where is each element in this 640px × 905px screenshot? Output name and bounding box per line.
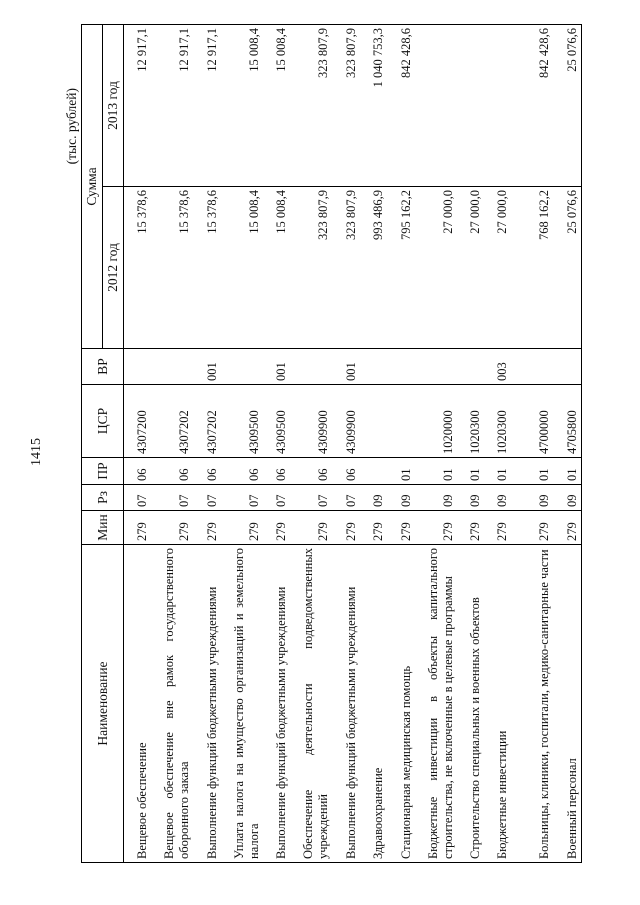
cell-vr: 001 — [332, 349, 360, 385]
cell-min: 279 — [387, 511, 415, 545]
cell-pr: 06 — [332, 458, 360, 485]
cell-name: Здравоохранение — [360, 545, 387, 863]
table-row — [221, 24, 263, 862]
cell-y2012: 27 000,0 — [457, 187, 484, 349]
cell-rz: 09 — [457, 485, 484, 511]
cell-csr: 4307202 — [193, 385, 221, 458]
cell-vr — [124, 349, 151, 385]
cell-vr — [221, 349, 263, 385]
cell-pr: 06 — [124, 458, 151, 485]
cell-rz: 07 — [193, 485, 221, 511]
cell-y2012: 15 378,6 — [151, 187, 193, 349]
table-row — [290, 24, 332, 862]
cell-y2012: 27 000,0 — [484, 187, 511, 349]
budget-table — [81, 24, 582, 863]
cell-y2012: 27 000,0 — [415, 187, 457, 349]
cell-csr: 4705800 — [553, 385, 582, 458]
table-row — [511, 24, 553, 862]
table-row — [387, 24, 415, 862]
cell-y2012: 25 076,6 — [553, 187, 582, 349]
cell-csr: 4700000 — [511, 385, 553, 458]
cell-rz: 07 — [221, 485, 263, 511]
cell-csr — [360, 385, 387, 458]
header-name: Наименование — [82, 545, 124, 863]
cell-csr: 1020000 — [415, 385, 457, 458]
cell-name: Бюджетные инвестиции — [484, 545, 511, 863]
table-row — [332, 24, 360, 862]
header-rz: Рз — [82, 485, 124, 511]
cell-y2013: 12 917,1 — [124, 24, 151, 186]
cell-y2012: 795 162,2 — [387, 187, 415, 349]
cell-csr: 4309500 — [263, 385, 290, 458]
header-year-2013: 2013 год — [103, 24, 124, 186]
cell-y2012: 768 162,2 — [511, 187, 553, 349]
cell-csr: 4307202 — [151, 385, 193, 458]
cell-min: 279 — [484, 511, 511, 545]
cell-pr: 06 — [151, 458, 193, 485]
cell-pr: 01 — [553, 458, 582, 485]
cell-pr: 01 — [484, 458, 511, 485]
cell-name: Выполнение функций бюджетными учреждениями — [193, 545, 221, 863]
cell-pr: 01 — [457, 458, 484, 485]
cell-pr: 01 — [387, 458, 415, 485]
cell-min: 279 — [511, 511, 553, 545]
header-min: Мин — [82, 511, 124, 545]
cell-y2012: 15 008,4 — [263, 187, 290, 349]
cell-name: Бюджетные инвестиции в объекты капитального строительства, не включенные в целевые программы — [415, 545, 457, 863]
cell-pr: 06 — [263, 458, 290, 485]
cell-vr — [511, 349, 553, 385]
cell-y2013: 15 008,4 — [221, 24, 263, 186]
cell-pr — [360, 458, 387, 485]
header-pr: ПР — [82, 458, 124, 485]
header-csr: ЦСР — [82, 385, 124, 458]
cell-name: Строительство специальных и военных объектов — [457, 545, 484, 863]
cell-rz: 09 — [415, 485, 457, 511]
cell-y2013: 842 428,6 — [511, 24, 553, 186]
cell-y2013: 25 076,6 — [553, 24, 582, 186]
cell-y2012: 15 008,4 — [221, 187, 263, 349]
cell-vr — [387, 349, 415, 385]
cell-min: 279 — [553, 511, 582, 545]
cell-name: Больницы, клиники, госпитали, медико-санитарные части — [511, 545, 553, 863]
cell-vr — [151, 349, 193, 385]
cell-vr — [457, 349, 484, 385]
cell-y2013: 15 008,4 — [263, 24, 290, 186]
cell-min: 279 — [221, 511, 263, 545]
table-row — [124, 24, 151, 862]
page-number: 1415 — [29, 438, 44, 466]
cell-csr: 4309900 — [332, 385, 360, 458]
cell-vr — [415, 349, 457, 385]
cell-name: Военный персонал — [553, 545, 582, 863]
cell-csr — [387, 385, 415, 458]
cell-rz: 07 — [263, 485, 290, 511]
cell-y2013 — [415, 24, 457, 186]
cell-vr — [360, 349, 387, 385]
cell-min: 279 — [332, 511, 360, 545]
table-row — [415, 24, 457, 862]
cell-y2012: 15 378,6 — [193, 187, 221, 349]
cell-y2012: 323 807,9 — [332, 187, 360, 349]
table-row — [193, 24, 221, 862]
cell-pr: 01 — [511, 458, 553, 485]
cell-pr: 06 — [193, 458, 221, 485]
cell-name: Стационарная медицинская помощь — [387, 545, 415, 863]
cell-vr — [290, 349, 332, 385]
cell-vr: 001 — [263, 349, 290, 385]
cell-name: Уплата налога на имущество организаций и земельного налога — [221, 545, 263, 863]
cell-vr — [553, 349, 582, 385]
cell-name: Выполнение функций бюджетными учреждениями — [332, 545, 360, 863]
cell-rz: 09 — [387, 485, 415, 511]
cell-min: 279 — [124, 511, 151, 545]
table-row — [360, 24, 387, 862]
cell-rz: 07 — [290, 485, 332, 511]
cell-rz: 07 — [151, 485, 193, 511]
cell-y2013: 1 040 753,3 — [360, 24, 387, 186]
cell-min: 279 — [457, 511, 484, 545]
table-row — [263, 24, 290, 862]
cell-y2012: 15 378,6 — [124, 187, 151, 349]
cell-pr: 06 — [290, 458, 332, 485]
header-row-1 — [82, 24, 103, 862]
cell-min: 279 — [263, 511, 290, 545]
unit-note: (тыс. рублей) — [64, 88, 79, 165]
cell-y2013: 323 807,9 — [332, 24, 360, 186]
cell-pr: 06 — [221, 458, 263, 485]
cell-name: Выполнение функций бюджетными учреждениями — [263, 545, 290, 863]
cell-rz: 07 — [124, 485, 151, 511]
cell-vr: 001 — [193, 349, 221, 385]
cell-y2013: 12 917,1 — [151, 24, 193, 186]
header-year-2012: 2012 год — [103, 187, 124, 349]
cell-name: Вещевое обеспечение вне рамок государственного оборонного заказа — [151, 545, 193, 863]
cell-csr: 4309900 — [290, 385, 332, 458]
cell-rz: 09 — [511, 485, 553, 511]
cell-y2012: 993 486,9 — [360, 187, 387, 349]
cell-y2013: 323 807,9 — [290, 24, 332, 186]
cell-vr: 003 — [484, 349, 511, 385]
cell-csr: 1020300 — [457, 385, 484, 458]
cell-rz: 09 — [484, 485, 511, 511]
table-row — [484, 24, 511, 862]
cell-pr: 01 — [415, 458, 457, 485]
cell-y2013: 12 917,1 — [193, 24, 221, 186]
cell-y2013 — [457, 24, 484, 186]
cell-name: Вещевое обеспечение — [124, 545, 151, 863]
table-row — [553, 24, 582, 862]
cell-min: 279 — [151, 511, 193, 545]
table-row — [151, 24, 193, 862]
cell-csr: 4307200 — [124, 385, 151, 458]
cell-min: 279 — [415, 511, 457, 545]
header-sum: Сумма — [82, 24, 103, 348]
cell-y2013 — [484, 24, 511, 186]
cell-min: 279 — [193, 511, 221, 545]
cell-rz: 09 — [360, 485, 387, 511]
cell-rz: 09 — [553, 485, 582, 511]
cell-min: 279 — [290, 511, 332, 545]
cell-csr: 1020300 — [484, 385, 511, 458]
cell-csr: 4309500 — [221, 385, 263, 458]
cell-y2012: 323 807,9 — [290, 187, 332, 349]
header-vr: ВР — [82, 349, 124, 385]
cell-y2013: 842 428,6 — [387, 24, 415, 186]
cell-min: 279 — [360, 511, 387, 545]
table-row — [457, 24, 484, 862]
cell-name: Обеспечение деятельности подведомственных учреждений — [290, 545, 332, 863]
table-body — [124, 24, 582, 862]
cell-rz: 07 — [332, 485, 360, 511]
